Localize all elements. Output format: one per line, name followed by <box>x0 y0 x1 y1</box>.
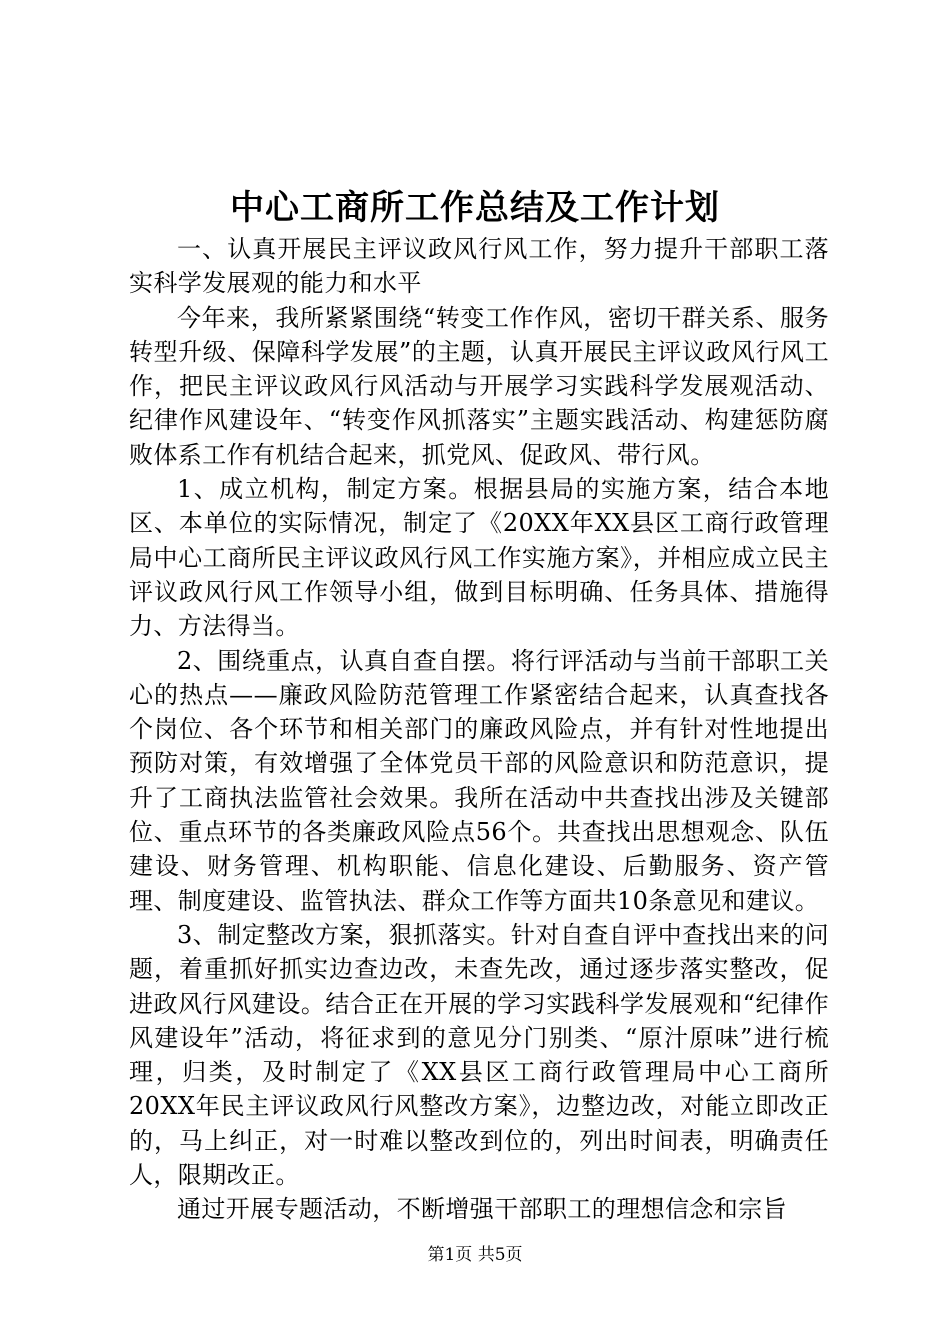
paragraph-item-2: 2、围绕重点，认真自查自摆。将行评活动与当前干部职工关心的热点——廉政风险防范管理工作紧密结合起来，认真查找各个岗位、各个环节和相关部门的廉政风险点，并有针对性地提出预防对策，有效增强了全体党员干部的风险意识和防范意识，提升了工商执法监管社会效果。我所在活动中共查找出涉及关键部位、重点环节的各类廉政风险点56个。共查找出思想观念、队伍建设、财务管理、机构职能、信息化建设、后勤服务、资产管理、制度建设、监管执法、群众工作等方面共10条意见和建议。 <box>129 646 829 915</box>
paragraph-continuation: 通过开展专题活动，不断增强干部职工的理想信念和宗旨 <box>177 1195 787 1224</box>
page-footer: 第1页 共5页 <box>427 1245 523 1265</box>
document-body <box>129 232 829 1227</box>
paragraph-item-3: 3、制定整改方案，狠抓落实。针对自查自评中查找出来的问题，着重抓好抓实边查边改，未查先改，通过逐步落实整改，促进政风行风建设。结合正在开展的学习实践科学发展观和“纪律作风建设年”活动，将征求到的意见分门别类、“原汁原味”进行梳理，归类，及时制定了《XX县区工商行政管理局中心工商所20XX年民主评议政风行风整改方案》，边整边改，对能立即改正的，马上纠正，对一时难以整改到位的，列出时间表，明确责任人，限期改正。 <box>129 920 829 1190</box>
paragraph-section-heading: 一、认真开展民主评议政风行风工作，努力提升干部职工落实科学发展观的能力和水平 <box>129 235 829 298</box>
paragraph-intro: 今年来，我所紧紧围绕“转变工作作风，密切干群关系、服务转型升级、保障科学发展”的主题，认真开展民主评议政风行风工作，把民主评议政风行风活动与开展学习实践科学发展观活动、纪律作风建设年、“转变作风抓落实”主题实践活动、构建惩防腐败体系工作有机结合起来，抓党风、促政风、带行风。 <box>129 303 829 469</box>
document-title: 中心工商所工作总结及工作计划 <box>230 188 720 228</box>
paragraph-item-1: 1、成立机构，制定方案。根据县局的实施方案，结合本地区、本单位的实际情况，制定了《20XX年XX县区工商行政管理局中心工商所民主评议政风行风工作实施方案》，并相应成立民主评议政风行风工作领导小组，做到目标明确、任务具体、措施得力、方法得当。 <box>129 475 829 641</box>
